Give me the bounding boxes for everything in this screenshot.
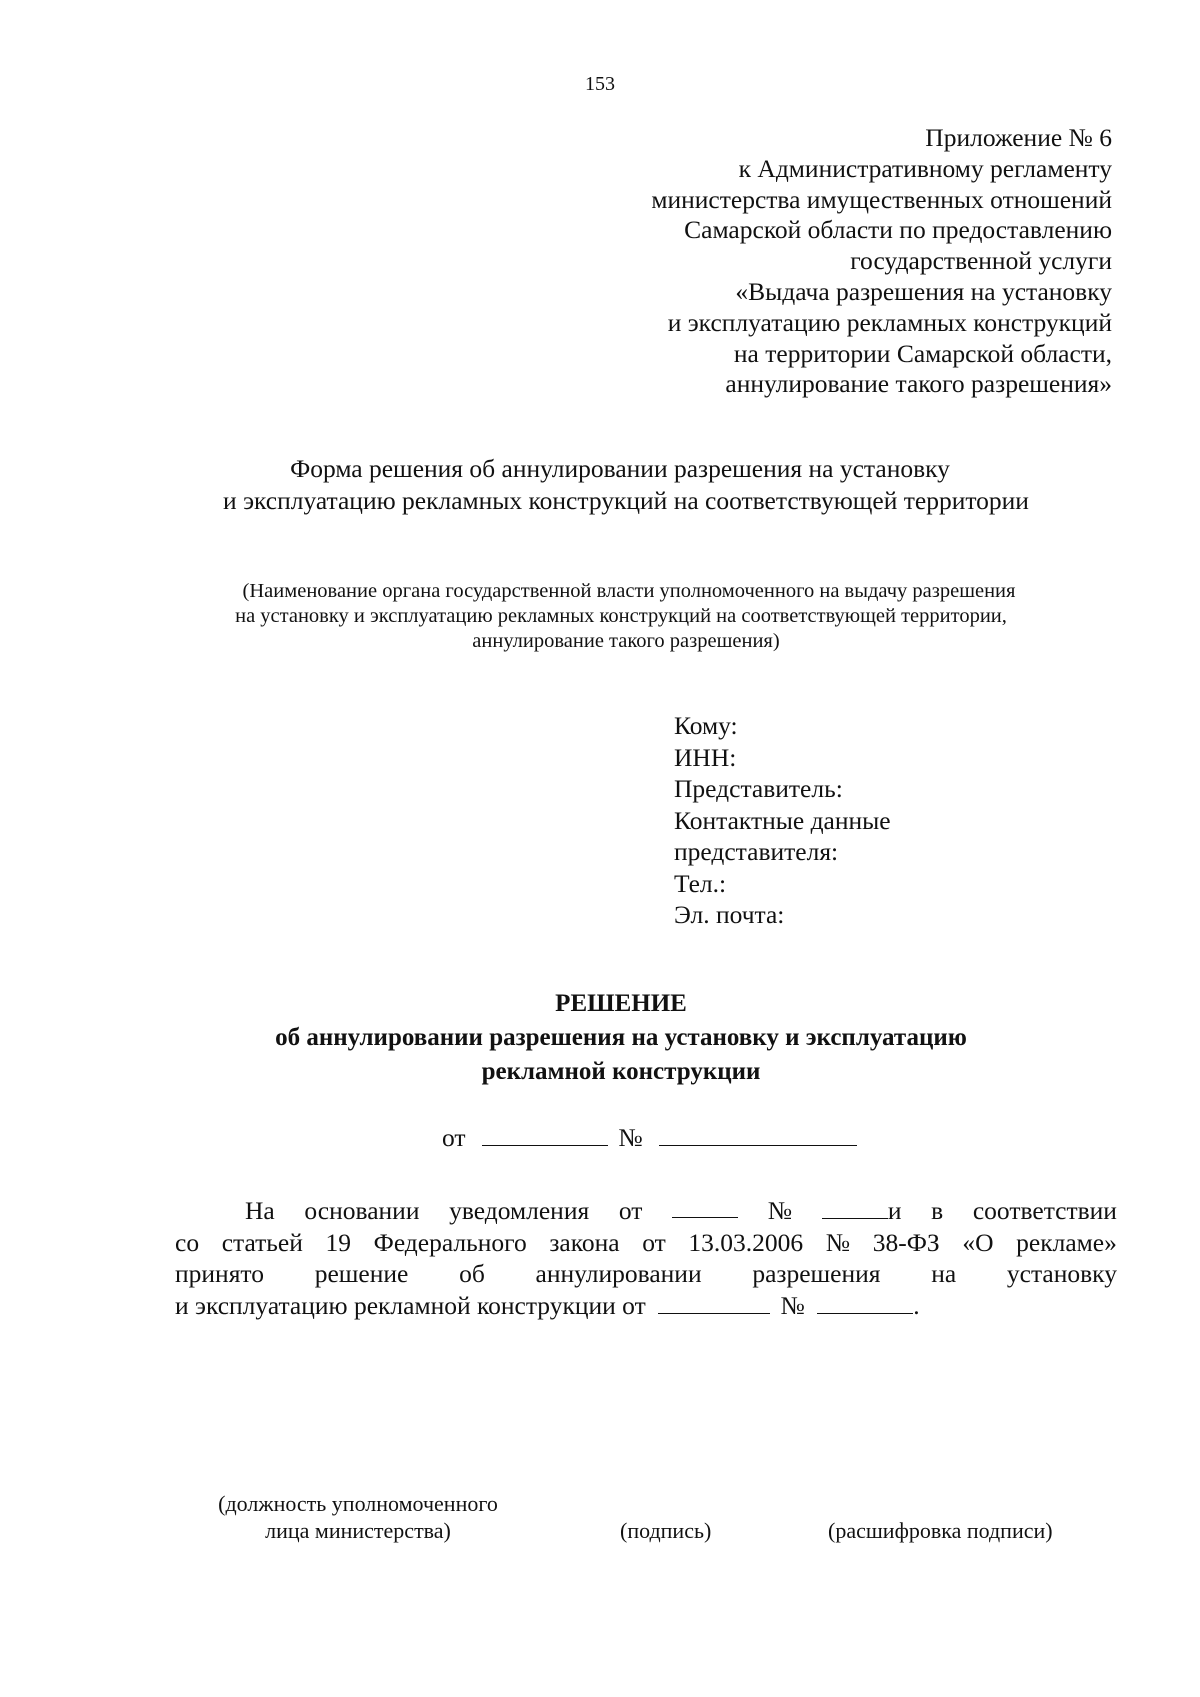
signature-position-line2: лица министерства) bbox=[265, 1518, 451, 1543]
body-word: статьей bbox=[221, 1227, 303, 1257]
recipient-email-label: Эл. почта: bbox=[674, 900, 785, 929]
notice-number-group bbox=[822, 1195, 902, 1227]
decision-title bbox=[0, 987, 1200, 1089]
body-word: Федерального bbox=[373, 1227, 527, 1257]
body-word: установку bbox=[1006, 1259, 1117, 1288]
decision-subtitle-line1: об аннулировании разрешения на установку и эксплуатацию bbox=[275, 1024, 967, 1051]
recipient-block bbox=[674, 710, 891, 931]
appendix-line: государственной услуги bbox=[850, 246, 1112, 276]
appendix-line: Самарской области по предоставлению bbox=[684, 215, 1112, 245]
authority-caption bbox=[0, 579, 1200, 654]
body-line4 bbox=[175, 1290, 1117, 1322]
signature-position-line1: (должность уполномоченного bbox=[218, 1491, 498, 1516]
body-word: и bbox=[887, 1196, 902, 1225]
body-word: 38-ФЗ bbox=[872, 1227, 940, 1257]
body-word: «О bbox=[962, 1227, 994, 1257]
authority-caption-line2: на установку и эксплуатацию рекламных конструкций на соответствующей территории, bbox=[235, 605, 1007, 627]
date-blank bbox=[482, 1123, 608, 1146]
body-word: об bbox=[459, 1259, 485, 1288]
form-title-line1: Форма решения об аннулировании разрешения на установку bbox=[290, 454, 950, 483]
recipient-contact-label: Контактные данные bbox=[674, 805, 891, 835]
appendix-line: аннулирование такого разрешения» bbox=[725, 369, 1112, 399]
authority-caption-line3: аннулирование такого разрешения) bbox=[472, 630, 780, 652]
form-title bbox=[0, 453, 1200, 516]
recipient-contact-label-cont: представителя: bbox=[674, 837, 839, 866]
permit-date-blank bbox=[658, 1291, 770, 1314]
body-word: основании bbox=[304, 1196, 420, 1225]
appendix-line: на территории Самарской области, bbox=[733, 338, 1112, 368]
body-word: со bbox=[175, 1227, 200, 1257]
decision-body bbox=[175, 1195, 1117, 1321]
body-line2 bbox=[175, 1227, 1117, 1259]
appendix-header bbox=[651, 123, 1112, 400]
decision-heading: РЕШЕНИЕ bbox=[555, 990, 687, 1017]
body-word: № bbox=[825, 1227, 851, 1257]
appendix-line: «Выдача разрешения на установку bbox=[735, 276, 1112, 306]
number-sign: № bbox=[618, 1123, 643, 1152]
decision-date-line bbox=[442, 1123, 857, 1153]
body-word: соответствии bbox=[972, 1196, 1117, 1225]
notice-date-blank bbox=[672, 1195, 738, 1218]
recipient-inn-label: ИНН: bbox=[674, 742, 737, 772]
body-word: на bbox=[931, 1259, 957, 1288]
appendix-line: и эксплуатацию рекламных конструкций bbox=[667, 307, 1112, 337]
notice-number-blank bbox=[822, 1196, 888, 1219]
appendix-line: Приложение № 6 bbox=[925, 123, 1112, 152]
date-from-label: от bbox=[442, 1123, 466, 1152]
body-word: принято bbox=[175, 1259, 264, 1288]
signature-position-caption bbox=[178, 1490, 538, 1544]
body-word: закона bbox=[549, 1227, 620, 1257]
signature-decoding-caption: (расшифровка подписи) bbox=[828, 1518, 1053, 1543]
recipient-phone-label: Тел.: bbox=[674, 868, 727, 898]
body-word: от bbox=[618, 1196, 643, 1225]
number-sign: № bbox=[780, 1290, 805, 1320]
body-word: 19 bbox=[325, 1227, 352, 1257]
number-sign: № bbox=[767, 1196, 793, 1225]
page-number: 153 bbox=[585, 73, 615, 95]
appendix-line: министерства имущественных отношений bbox=[651, 184, 1112, 214]
authority-caption-line1: (Наименование органа государственной власти уполномоченного на выдачу разрешения bbox=[242, 580, 1016, 602]
number-blank bbox=[659, 1123, 857, 1146]
signature-caption: (подпись) bbox=[620, 1518, 712, 1543]
body-word: аннулировании bbox=[535, 1259, 702, 1288]
recipient-to-label: Кому: bbox=[674, 711, 738, 740]
permit-number-blank bbox=[817, 1291, 913, 1314]
body-text-segment: и эксплуатацию рекламной конструкции от bbox=[175, 1290, 646, 1320]
body-text-segment: . bbox=[913, 1290, 920, 1320]
body-word: рекламе» bbox=[1016, 1227, 1117, 1257]
form-title-line2: и эксплуатацию рекламных конструкций на соответствующей территории bbox=[223, 485, 1029, 515]
body-word: решение bbox=[314, 1259, 409, 1288]
body-word: в bbox=[931, 1196, 944, 1225]
appendix-line: к Административному регламенту bbox=[738, 153, 1112, 183]
decision-subtitle-line2: рекламной конструкции bbox=[481, 1058, 761, 1085]
body-line3 bbox=[175, 1258, 1117, 1290]
body-line1 bbox=[175, 1195, 1117, 1227]
body-word: 13.03.2006 bbox=[688, 1227, 804, 1257]
body-word: от bbox=[642, 1227, 666, 1257]
body-word: На bbox=[245, 1196, 275, 1225]
recipient-representative-label: Представитель: bbox=[674, 774, 843, 803]
body-word: разрешения bbox=[752, 1259, 881, 1288]
body-word: уведомления bbox=[449, 1196, 590, 1225]
